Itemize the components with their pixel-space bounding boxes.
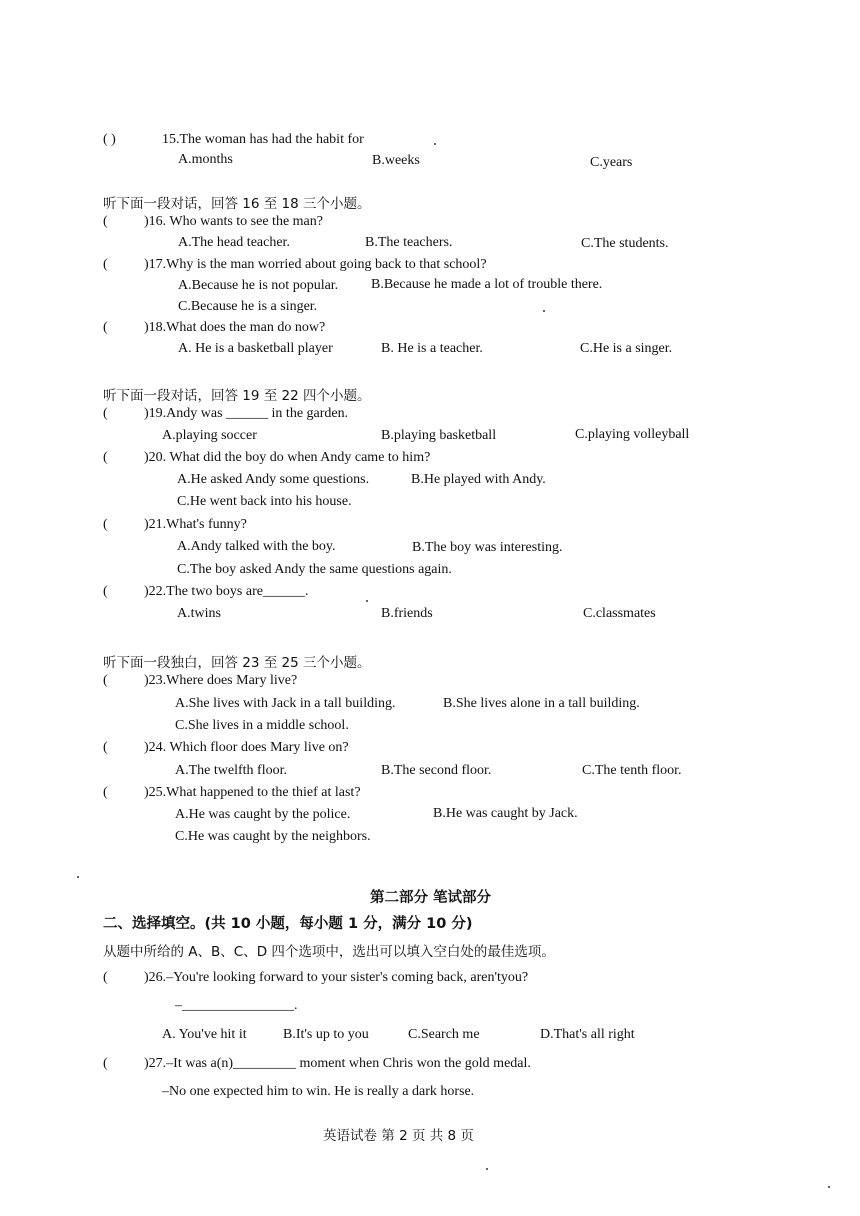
q19-stem: )19.Andy was ______ in the garden. bbox=[144, 406, 349, 421]
q21-stem: )21.What's funny? bbox=[144, 517, 247, 532]
scan-speck bbox=[366, 600, 368, 602]
q17-paren: ( bbox=[103, 257, 108, 272]
q19-option-a: A.playing soccer bbox=[162, 428, 257, 443]
q23-option-b: B.She lives alone in a tall building. bbox=[443, 696, 640, 711]
q17-option-b: B.Because he made a lot of trouble there. bbox=[371, 277, 603, 292]
q22-option-b: B.friends bbox=[381, 606, 433, 621]
q23-option-a: A.She lives with Jack in a tall building. bbox=[175, 696, 396, 711]
q24-paren: ( bbox=[103, 740, 108, 755]
q26-paren: ( bbox=[103, 970, 108, 985]
section-two-heading: 二、选择填空。(共 10 小题，每小题 1 分，满分 10 分) bbox=[103, 916, 473, 932]
q22-stem: )22.The two boys are______. bbox=[144, 584, 309, 599]
q24-option-a: A.The twelfth floor. bbox=[175, 763, 287, 778]
page-footer: 英语试卷 第 2 页 共 8 页 bbox=[323, 1128, 474, 1144]
q15-stem: 15.The woman has had the habit for bbox=[162, 132, 364, 147]
q17-option-c: C.Because he is a singer. bbox=[178, 299, 318, 314]
q20-option-a: A.He asked Andy some questions. bbox=[177, 472, 370, 487]
part-two-heading: 第二部分 笔试部分 bbox=[370, 890, 492, 906]
q23-stem: )23.Where does Mary live? bbox=[144, 673, 298, 688]
q16-stem: )16. Who wants to see the man? bbox=[144, 214, 323, 229]
q23-paren: ( bbox=[103, 673, 108, 688]
q22-option-a: A.twins bbox=[177, 606, 221, 621]
section-heading-23-25: 听下面一段独白，回答 23 至 25 三个小题。 bbox=[103, 655, 371, 671]
q17-option-a: A.Because he is not popular. bbox=[178, 278, 339, 293]
q18-option-b: B. He is a teacher. bbox=[381, 341, 483, 356]
q24-option-c: C.The tenth floor. bbox=[582, 763, 682, 778]
q20-option-c: C.He went back into his house. bbox=[177, 494, 352, 509]
scan-speck bbox=[543, 310, 545, 312]
scan-speck bbox=[434, 143, 436, 145]
q21-option-a: A.Andy talked with the boy. bbox=[177, 539, 336, 554]
q25-paren: ( bbox=[103, 785, 108, 800]
q17-stem: )17.Why is the man worried about going back to that school? bbox=[144, 257, 487, 272]
q19-paren: ( bbox=[103, 406, 108, 421]
q26-option-d: D.That's all right bbox=[540, 1027, 635, 1042]
q15-option-b: B.weeks bbox=[372, 153, 420, 168]
q19-option-c: C.playing volleyball bbox=[575, 427, 690, 442]
q18-option-c: C.He is a singer. bbox=[580, 341, 673, 356]
q24-stem: )24. Which floor does Mary live on? bbox=[144, 740, 349, 755]
q16-paren: ( bbox=[103, 214, 108, 229]
q18-stem: )18.What does the man do now? bbox=[144, 320, 326, 335]
q19-option-b: B.playing basketball bbox=[381, 428, 497, 443]
scan-speck bbox=[77, 876, 79, 878]
q15-option-a: A.months bbox=[178, 152, 233, 167]
q23-option-c: C.She lives in a middle school. bbox=[175, 718, 349, 733]
q26-stem: )26.–You're looking forward to your sister's coming back, aren'tyou? bbox=[144, 970, 529, 985]
q25-option-b: B.He was caught by Jack. bbox=[433, 806, 578, 821]
q20-stem: )20. What did the boy do when Andy came to him? bbox=[144, 450, 431, 465]
q24-option-b: B.The second floor. bbox=[381, 763, 492, 778]
q27-stem: )27.–It was a(n)_________ moment when Chris won the gold medal. bbox=[144, 1056, 531, 1071]
q26-answer-line: –________________. bbox=[175, 998, 298, 1013]
q15-paren: ( ) bbox=[103, 132, 116, 147]
q27-reply: –No one expected him to win. He is really a dark horse. bbox=[162, 1084, 475, 1099]
q21-option-b: B.The boy was interesting. bbox=[412, 540, 563, 555]
q25-option-c: C.He was caught by the neighbors. bbox=[175, 829, 371, 844]
q21-paren: ( bbox=[103, 517, 108, 532]
q21-option-c: C.The boy asked Andy the same questions again. bbox=[177, 562, 452, 577]
q15-option-c: C.years bbox=[590, 155, 633, 170]
section-heading-19-22: 听下面一段对话，回答 19 至 22 四个小题。 bbox=[103, 388, 371, 404]
q22-paren: ( bbox=[103, 584, 108, 599]
q27-paren: ( bbox=[103, 1056, 108, 1071]
q26-option-a: A. You've hit it bbox=[162, 1027, 247, 1042]
q16-option-c: C.The students. bbox=[581, 236, 669, 251]
q26-option-c: C.Search me bbox=[408, 1027, 480, 1042]
q25-stem: )25.What happened to the thief at last? bbox=[144, 785, 361, 800]
scan-speck bbox=[828, 1186, 830, 1188]
q16-option-b: B.The teachers. bbox=[365, 235, 453, 250]
q25-option-a: A.He was caught by the police. bbox=[175, 807, 351, 822]
q26-option-b: B.It's up to you bbox=[283, 1027, 369, 1042]
q22-option-c: C.classmates bbox=[583, 606, 656, 621]
q16-option-a: A.The head teacher. bbox=[178, 235, 290, 250]
q20-paren: ( bbox=[103, 450, 108, 465]
section-two-instruction: 从题中所给的 A、B、C、D 四个选项中，选出可以填入空白处的最佳选项。 bbox=[103, 944, 555, 960]
q18-paren: ( bbox=[103, 320, 108, 335]
section-heading-16-18: 听下面一段对话，回答 16 至 18 三个小题。 bbox=[103, 196, 371, 212]
q20-option-b: B.He played with Andy. bbox=[411, 472, 546, 487]
q18-option-a: A. He is a basketball player bbox=[178, 341, 333, 356]
scan-speck bbox=[486, 1168, 488, 1170]
